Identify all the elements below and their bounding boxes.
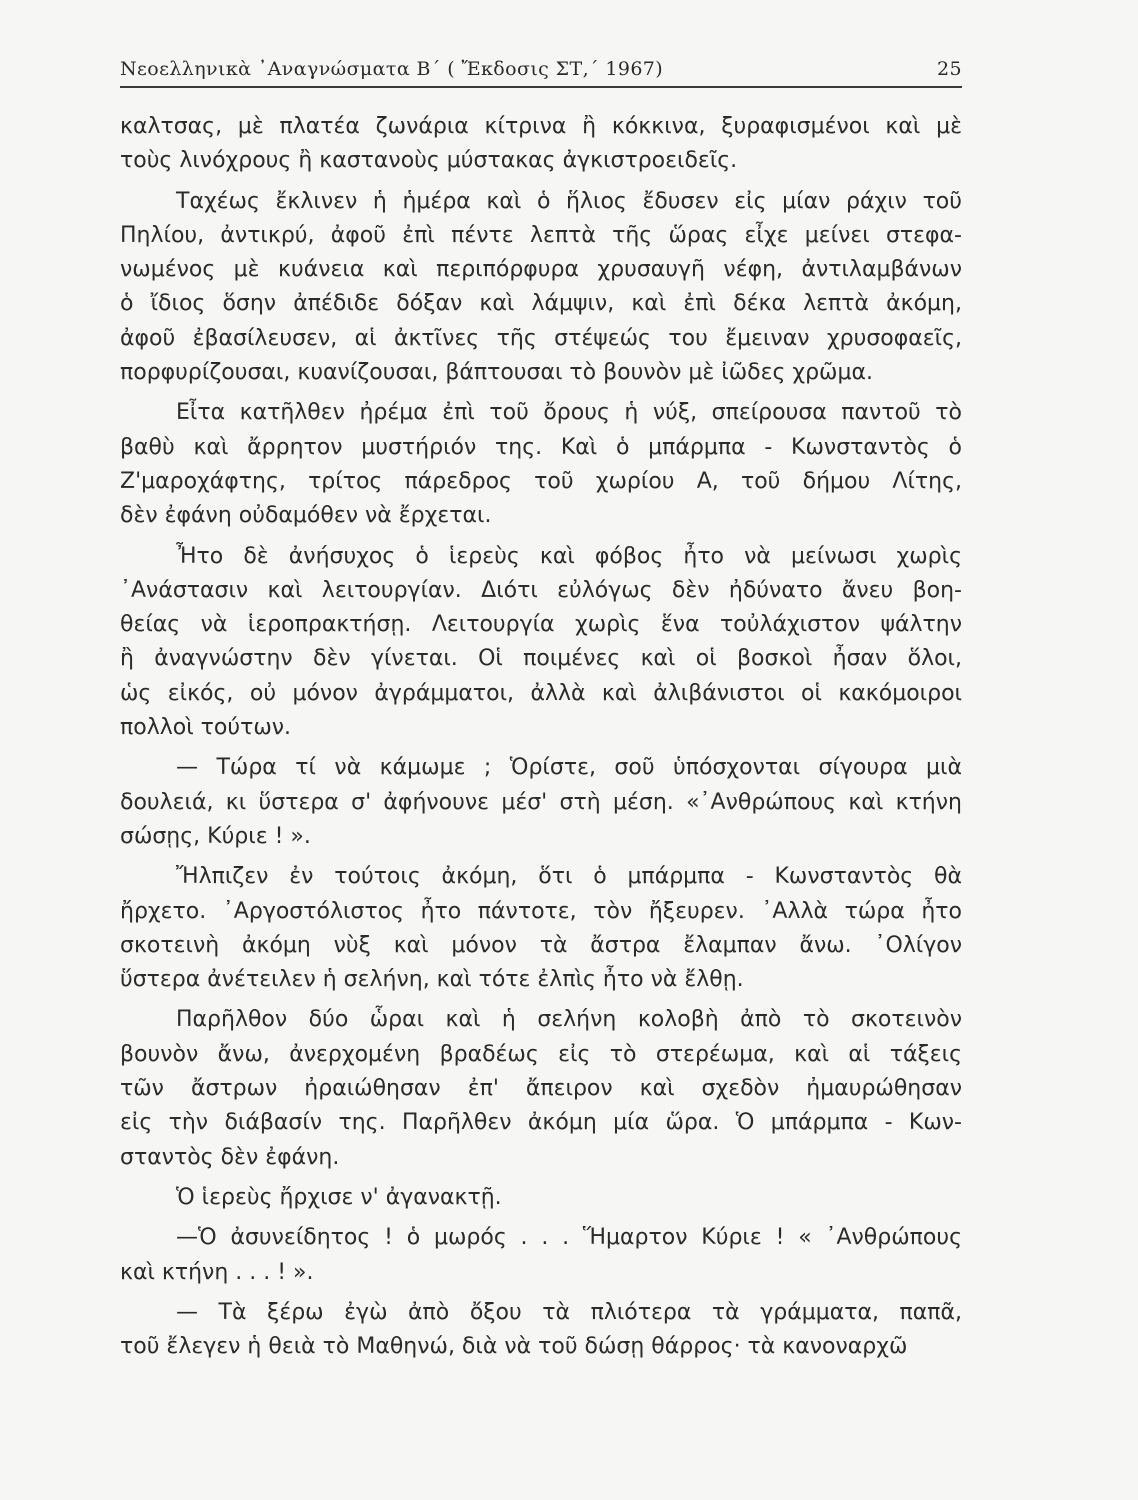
text-line: Παρῆλθον δύο ὧραι καὶ ἡ σελήνη κολοβὴ ἀπὸ τὸ σκοτεινὸν [176,1007,962,1033]
text-line: Ἤλπιζεν ἐν τούτοις ἀκόμη, ὅτι ὁ μπάρμπα - Κωνσταντὸς θὰ [176,864,962,890]
text-line: ἤρχετο. ᾿Αργοστόλιστος ἦτο πάντοτε, τὸν ἤξευρεν. ᾿Αλλὰ τώρα ἦτο [120,898,962,924]
text-line: Εἶτα κατῆλθεν ἠρέμα ἐπὶ τοῦ ὄρους ἡ νύξ, σπείρουσα παντοῦ τὸ [176,400,962,426]
text-line: εἰς τὴν διάβασίν της. Παρῆλθεν ἀκόμη μία ὥρα. Ὁ μπάρμπα - Κων- [120,1110,962,1136]
text-line: Ταχέως ἔκλινεν ἡ ἡμέρα καὶ ὁ ἥλιος ἔδυσεν εἰς μίαν ράχιν τοῦ [176,188,962,214]
paragraph [120,110,962,179]
paragraph [120,396,962,533]
text-line: Ζ'μαροχάφτης, τρίτος πάρεδρος τοῦ χωρίου Α, τοῦ δήμου Λίτης, [120,468,962,494]
text-line: σώσῃς, Κύριε ! ». [120,823,311,849]
paragraph [120,751,962,854]
text-line: βαθὺ καὶ ἄρρητον μυστήριόν της. Καὶ ὁ μπάρμπα - Κωνσταντὸς ὁ [120,434,962,460]
text-line: Ἦτο δὲ ἀνήσυχος ὁ ἱερεὺς καὶ φόβος ἦτο νὰ μείνωσι χωρὶς [176,543,962,569]
paragraph [120,185,962,391]
text-line: πολλοὶ τούτων. [120,715,292,741]
book-page [120,58,962,1364]
running-head [120,58,962,88]
text-line: σκοτεινὴ ἀκόμη νὺξ καὶ μόνον τὰ ἄστρα ἔλαμπαν ἄνω. ᾿Ολίγον [120,932,962,958]
page-number: 25 [937,58,962,80]
paragraph [120,1003,962,1174]
text-line: τοὺς λινόχρους ἢ καστανοὺς μύστακας ἀγκιστροειδεῖς. [120,148,738,174]
paragraph [120,860,962,997]
text-line: δουλειά, κι ὕστερα σ' ἀφήνουνε μέσ' στὴ μέση. «᾿Ανθρώπους καὶ κτήνη [120,789,962,815]
text-line: πορφυρίζουσαι, κυανίζουσαι, βάπτουσαι τὸ βουνὸν μὲ ἰῶδες χρῶμα. [120,360,873,386]
paragraph [120,540,962,746]
text-line: ἢ ἀναγνώστην δὲν γίνεται. Οἱ ποιμένες καὶ οἱ βοσκοὶ ἦσαν ὅλοι, [120,646,962,672]
text-line: ἀφοῦ ἐβασίλευσεν, αἱ ἀκτῖνες τῆς στέψεώς του ἔμειναν χρυσοφαεῖς, [120,325,962,351]
text-line: καλτσας, μὲ πλατέα ζωνάρια κίτρινα ἢ κόκκινα, ξυραφισμένοι καὶ μὲ [120,114,962,139]
text-line: καὶ κτήνη . . . ! ». [120,1259,314,1285]
text-line: τῶν ἄστρων ἠραιώθησαν ἐπ' ἄπειρον καὶ σχεδὸν ἠμαυρώθησαν [120,1076,962,1102]
text-line: Πηλίου, ἀντικρύ, ἀφοῦ ἐπὶ πέντε λεπτὰ τῆς ὥρας εἶχε μείνει στεφα- [120,222,962,248]
text-line: δὲν ἐφάνη οὐδαμόθεν νὰ ἔρχεται. [120,503,492,529]
paragraph [120,1181,962,1215]
text-line: τοῦ ἔλεγεν ἡ θειὰ τὸ Μαθηνώ, διὰ νὰ τοῦ δώσῃ θάρρος· τὰ κανοναρχῶ [120,1334,908,1360]
text-line: βουνὸν ἄνω, ἀνερχομένη βραδέως εἰς τὸ στερέωμα, καὶ αἱ τάξεις [120,1041,962,1067]
text-line: —Ὁ ἀσυνείδητος ! ὁ μωρός . . . Ἥμαρτον Κύριε ! « ᾿Ανθρώπους [176,1225,962,1251]
body-text [120,110,962,1364]
text-line: θείας νὰ ἱεροπρακτήσῃ. Λειτουργία χωρὶς ἕνα τοὐλάχιστον ψάλτην [120,612,962,638]
text-line: — Τὰ ξέρω ἐγὼ ἀπὸ ὄξου τὰ πλιότερα τὰ γράμματα, παπᾶ, [176,1299,962,1325]
text-line: ὡς εἰκός, οὐ μόνον ἀγράμματοι, ἀλλὰ καὶ ἀλιβάνιστοι οἱ κακόμοιροι [120,680,962,706]
text-line: νωμένος μὲ κυάνεια καὶ περιπόρφυρα χρυσαυγῆ νέφη, ἀντιλαμβάνων [120,257,962,283]
text-line: ὕστερα ἀνέτειλεν ἡ σελήνη, καὶ τότε ἐλπὶς ἦτο νὰ ἔλθῃ. [120,967,744,993]
running-title: Νεοελληνικὰ ᾿Αναγνώσματα Β΄ ( Ἔκδοσις ΣΤ,΄ 1967) [120,58,664,80]
paragraph [120,1296,962,1365]
text-line: ᾿Ανάστασιν καὶ λειτουργίαν. Διότι εὐλόγως δὲν ἠδύνατο ἄνευ βοη- [120,577,962,603]
text-line: ὁ ἴδιος ὅσην ἀπέδιδε δόξαν καὶ λάμψιν, καὶ ἐπὶ δέκα λεπτὰ ἀκόμη, [120,291,962,317]
text-line: σταντὸς δὲν ἐφάνη. [120,1144,340,1170]
text-line: Ὁ ἱερεὺς ἤρχισε ν' ἀγανακτῇ. [176,1184,502,1210]
text-line: — Τώρα τί νὰ κάμωμε ; Ὁρίστε, σοῦ ὑπόσχονται σίγουρα μιὰ [176,755,962,781]
paragraph [120,1221,962,1290]
